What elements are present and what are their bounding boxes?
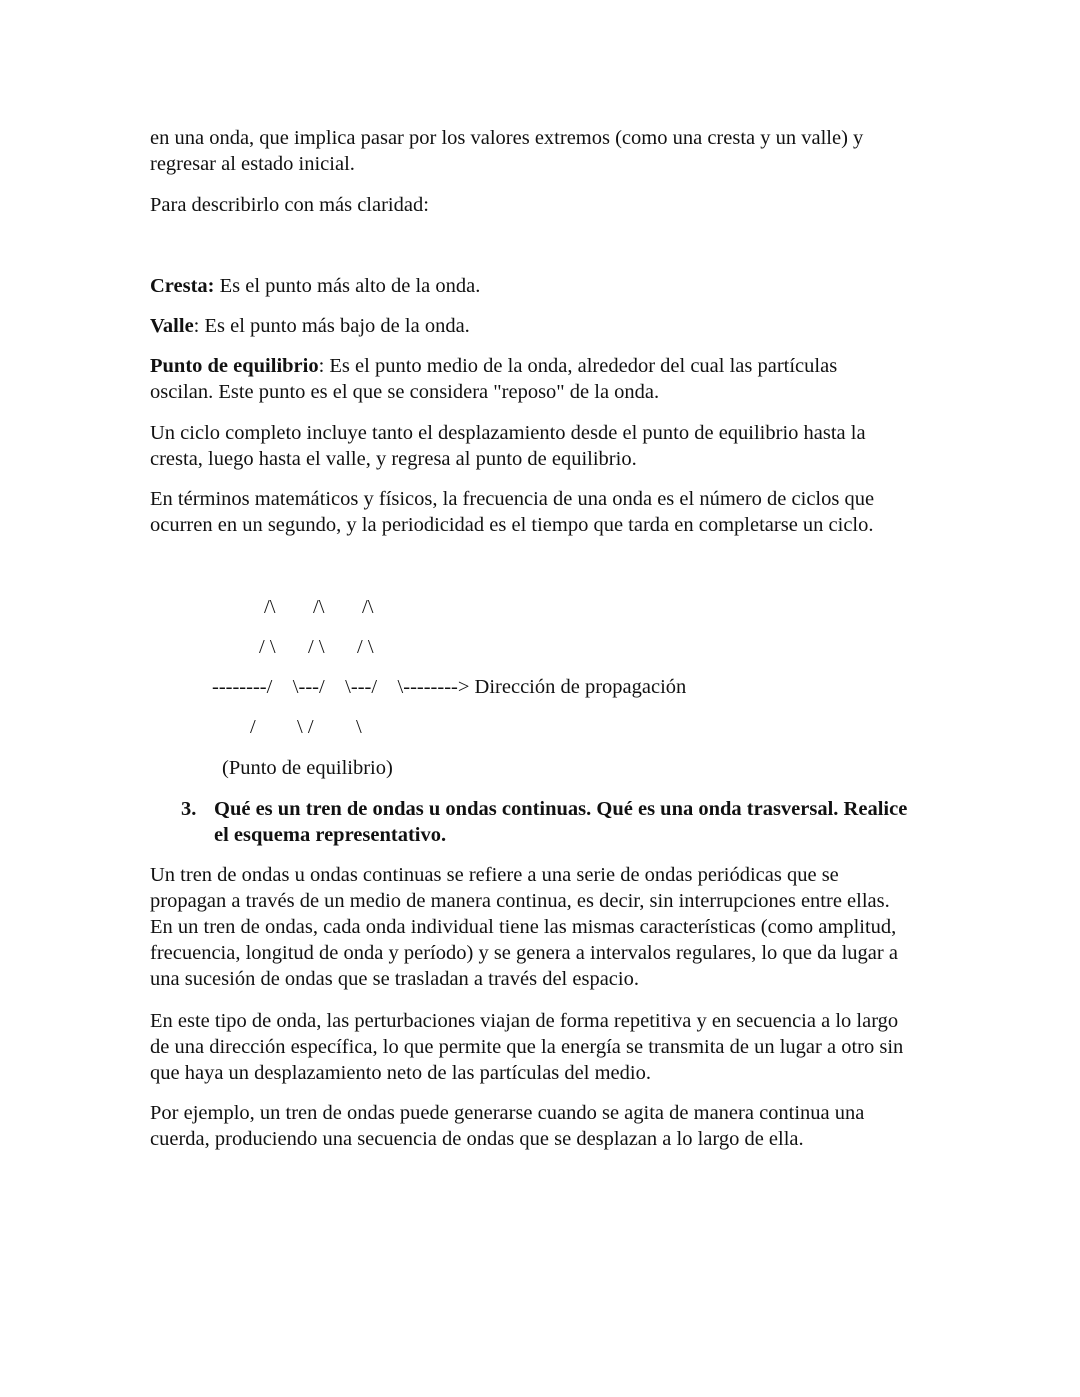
text-line: oscilan. Este punto es el que se considera "reposo" de la onda. <box>150 381 660 403</box>
text-line: una sucesión de ondas que se trasladan a través del espacio. <box>150 968 639 990</box>
text-line: regresar al estado inicial. <box>150 153 355 175</box>
wave-train-paragraph <box>150 862 950 992</box>
text-line: propagan a través de un medio de manera continua, es decir, sin interrupciones entre ellas. <box>150 890 890 912</box>
diagram-crest: /\ <box>313 596 325 618</box>
text-line: cresta, luego hasta el valle, y regresa al punto de equilibrio. <box>150 448 637 470</box>
diagram-caption: (Punto de equilibrio) <box>222 757 393 779</box>
term: Cresta: <box>150 275 215 297</box>
text-line: que haya un desplazamiento neto de las partículas del medio. <box>150 1062 651 1084</box>
text-line: frecuencia, longitud de onda y período) y se genera a intervalos regulares, lo que da lugar a <box>150 942 898 964</box>
diagram-crest: /\ <box>362 596 374 618</box>
math-paragraph <box>150 486 950 538</box>
text-line: de una dirección específica, lo que permite que la energía se transmita de un lugar a otro sin <box>150 1036 904 1058</box>
text-line: En un tren de ondas, cada onda individual tiene las mismas características (como amplitud, <box>150 916 897 938</box>
text-line: cuerda, produciendo una secuencia de ondas que se desplazan a lo largo de ella. <box>150 1128 804 1150</box>
definition-valle <box>150 313 950 339</box>
text-line: el esquema representativo. <box>214 824 447 846</box>
diagram-trough: / <box>250 716 256 738</box>
text-line: Un ciclo completo incluye tanto el desplazamiento desde el punto de equilibrio hasta la <box>150 422 866 444</box>
text-line: Qué es un tren de ondas u ondas continuas. Qué es una onda trasversal. Realice <box>214 798 908 820</box>
perturbation-paragraph <box>150 1008 950 1086</box>
definition-text: Es el punto más alto de la onda. <box>214 275 481 297</box>
cycle-paragraph <box>150 420 950 472</box>
intro-paragraph <box>150 125 950 177</box>
definition-cresta <box>150 273 950 299</box>
definition-equilibrio <box>150 353 950 405</box>
question-heading <box>214 796 907 848</box>
question-number: 3. <box>181 798 197 820</box>
diagram-slope: / \ <box>259 636 276 658</box>
text-line: En términos matemáticos y físicos, la frecuencia de una onda es el número de ciclos que <box>150 488 875 510</box>
term: Punto de equilibrio <box>150 355 319 377</box>
definition-text: : Es el punto medio de la onda, alrededor del cual las partículas <box>318 355 838 377</box>
text-line: Un tren de ondas u ondas continuas se refiere a una serie de ondas periódicas que se <box>150 864 839 886</box>
example-paragraph <box>150 1100 950 1152</box>
text-line: ocurren en un segundo, y la periodicidad es el tiempo que tarda en completarse un ciclo. <box>150 514 874 536</box>
diagram-axis-line: --------/ \---/ \---/ \--------> Dirección de propagación <box>212 676 687 698</box>
text-line: En este tipo de onda, las perturbaciones viajan de forma repetitiva y en secuencia a lo largo <box>150 1010 899 1032</box>
term: Valle <box>150 315 194 337</box>
diagram-crest: /\ <box>264 596 276 618</box>
diagram-trough: \ <box>356 716 362 738</box>
text-line: en una onda, que implica pasar por los valores extremos (como una cresta y un valle) y <box>150 127 864 149</box>
diagram-slope: / \ <box>357 636 374 658</box>
definition-text: : Es el punto más bajo de la onda. <box>193 315 470 337</box>
describe-paragraph: Para describirlo con más claridad: <box>150 194 429 216</box>
diagram-slope: / \ <box>308 636 325 658</box>
diagram-trough: \ / <box>297 716 314 738</box>
text-line: Por ejemplo, un tren de ondas puede generarse cuando se agita de manera continua una <box>150 1102 865 1124</box>
